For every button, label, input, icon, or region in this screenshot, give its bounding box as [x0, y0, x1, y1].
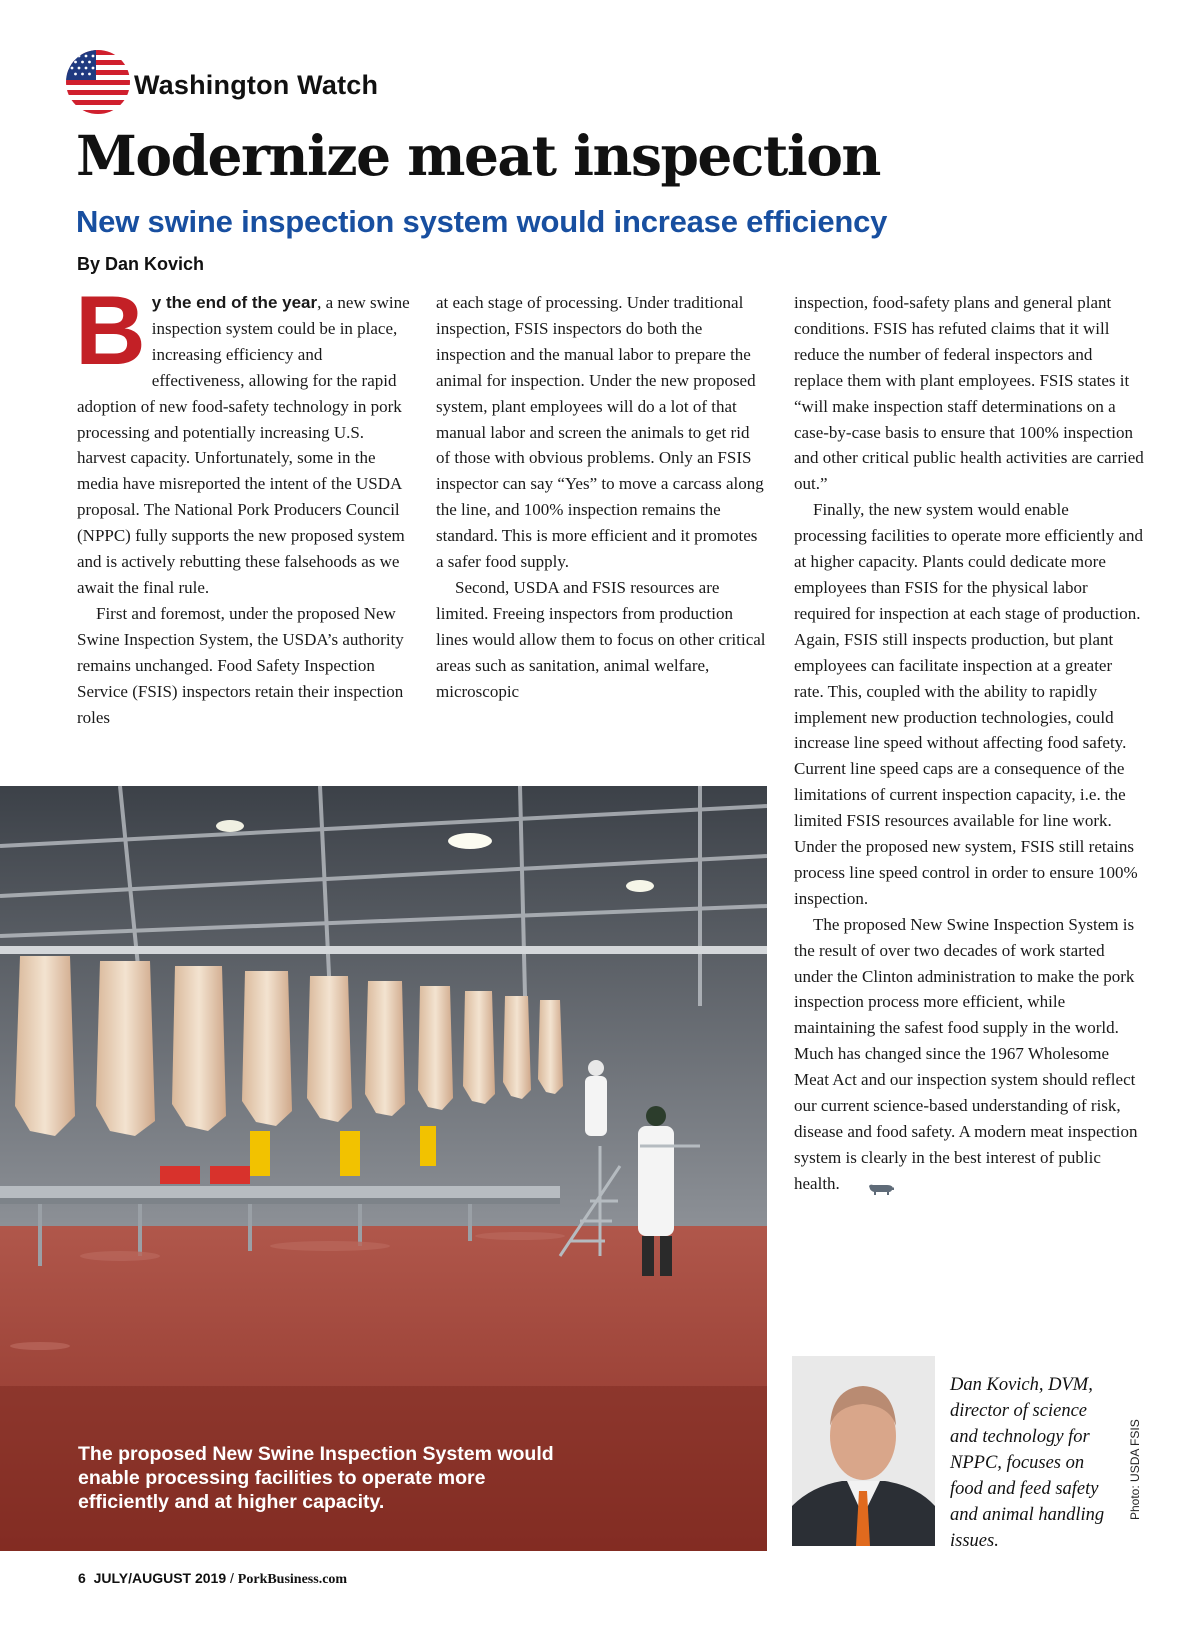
paragraph: at each stage of processing. Under traditional inspection, FSIS inspectors do both the inspection and the manual labor to prepare the animal for inspection. Under the new proposed system, plant employees will do a lot of that manual labor and screen the animals to get rid of those with obvious problems. Only an FSIS inspector can say “Yes” to move a carcass along the line, and 100% inspection remains the standard. This is more efficient and it promotes a safer food supply. — [436, 293, 764, 572]
author-bio: Dan Kovich, DVM, director of science and technology for NPPC, focuses on food and feed safety and animal handling issues. — [950, 1375, 1105, 1551]
paragraph: First and foremost, under the proposed New Swine Inspection System, the USDA’s authority remains unchanged. Food Safety Inspection Service (FSIS) inspectors retain their inspection roles — [77, 603, 404, 727]
pig-end-mark-icon — [848, 1178, 876, 1192]
us-flag-icon — [66, 50, 130, 114]
lead-in: y the end of the year — [151, 293, 318, 312]
footer-separator: / — [226, 1570, 238, 1586]
website-link[interactable]: PorkBusiness.com — [237, 1572, 348, 1587]
article-column-1 — [75, 275, 415, 730]
photo-caption: The proposed New Swine Inspection System would enable processing facilities to operate more efficiently and at higher capacity. — [78, 1443, 554, 1513]
headline: Modernize meat inspection — [76, 123, 880, 188]
page-footer — [78, 1570, 347, 1588]
article-column-2 — [436, 290, 766, 705]
page-number: 6 — [78, 1570, 86, 1586]
paragraph: Second, USDA and FSIS resources are limited. Freeing inspectors from production lines would allow them to focus on other critical areas such as sanitation, animal welfare, microscopic — [436, 577, 766, 701]
section-label: Washington Watch — [134, 70, 379, 100]
author-headshot — [792, 1356, 935, 1546]
paragraph-text: , a new swine inspection system could be in place, increasing efficiency and effectiveness, allowing for the rapid adoption of new food-safety technology in pork processing and potentially increasing U.S. harvest capacity. Unfortunately, some in the media have misreported the intent of the USDA proposal. The National Pork Producers Council (NPPC) fully supports the new proposed system and is actively rebutting these falsehoods as we await the final rule. — [77, 293, 410, 597]
drop-cap: B — [75, 275, 146, 385]
subhead: New swine inspection system would increase efficiency — [76, 204, 888, 239]
article-column-3 — [794, 290, 1144, 1197]
paragraph — [794, 912, 1144, 1197]
byline: By Dan Kovich — [77, 254, 205, 274]
paragraph: inspection, food-safety plans and general plant conditions. FSIS has refuted claims that it will reduce the number of federal inspectors and replace them with plant employees. FSIS states it “will make inspection staff determinations on a case-by-case basis to ensure that 100% inspection and other critical public health activities are carried out.” — [794, 293, 1144, 494]
paragraph: Finally, the new system would enable processing facilities to operate more efficiently and at higher capacity. Plants could dedicate more employees than FSIS for the physical labor required for inspection at each stage of production. Again, FSIS still inspects production, but plant employees can facilitate inspection at a greater rate. This, coupled with the ability to rapidly implement new production technologies, could increase line speed without affecting food safety. Current line speed caps are a consequence of the limitations of current inspection capacity, i.e. the limited FSIS resources available for line work. Under the proposed new system, FSIS still retains process line speed control in order to ensure 100% inspection. — [794, 500, 1143, 908]
photo-credit: Photo: USDA FSIS — [1128, 1419, 1142, 1520]
paragraph — [75, 275, 415, 601]
issue-date: JULY/AUGUST 2019 — [93, 1570, 227, 1586]
paragraph-text: The proposed New Swine Inspection System is the result of over two decades of work started under the Clinton administration to make the pork inspection process more efficient, while maintaining the safest food supply in the world. Much has changed since the 1967 Wholesome Meat Act and our inspection system should reflect our current science-based understanding of risk, disease and food safety. A modern meat inspection system is clearly in the best interest of public health. — [794, 914, 1138, 1193]
processing-plant-photo — [0, 786, 767, 1551]
